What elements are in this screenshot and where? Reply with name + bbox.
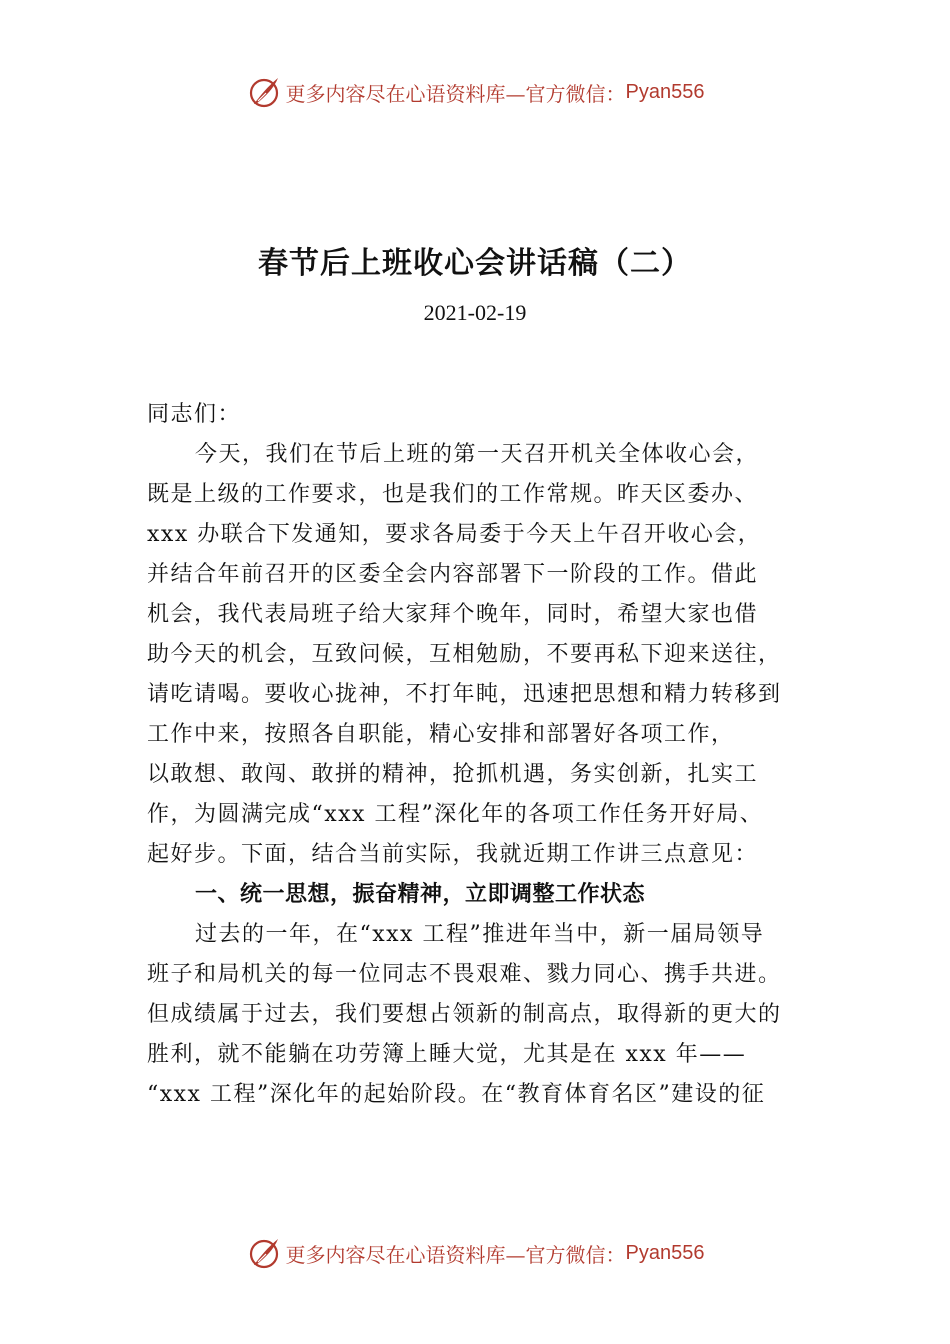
- watermark-wechat-id: Pyan556: [625, 80, 705, 103]
- section-heading: 一、统一思想，振奋精神，立即调整工作状态: [195, 882, 646, 907]
- document-body: [147, 395, 817, 1115]
- body-line: 以敢想、敢闯、敢拼的精神，抢抓机遇，务实创新，扎实工: [147, 762, 759, 787]
- watermark-banner-top: [0, 70, 950, 114]
- body-line: “xxx 工程”深化年的起始阶段。在“教育体育名区”建设的征: [147, 1082, 766, 1107]
- body-line: 工作中来，按照各自职能，精心安排和部署好各项工作，: [147, 722, 735, 747]
- body-line: 既是上级的工作要求，也是我们的工作常规。昨天区委办、: [147, 482, 759, 507]
- body-line: 机会，我代表局班子给大家拜个晚年，同时，希望大家也借: [147, 602, 759, 627]
- body-line: 但成绩属于过去，我们要想占领新的制高点，取得新的更大的: [147, 1002, 782, 1027]
- body-line: 起好步。下面，结合当前实际，我就近期工作讲三点意见：: [147, 842, 759, 867]
- document-date: 2021-02-19: [423, 300, 527, 325]
- document-title: 春节后上班收心会讲话稿（二）: [258, 246, 692, 281]
- body-line: 过去的一年，在“xxx 工程”推进年当中，新一届局领导: [195, 922, 765, 947]
- watermark-text: 更多内容尽在心语资料库—官方微信：: [285, 81, 626, 106]
- body-line: 今天，我们在节后上班的第一天召开机关全体收心会，: [195, 442, 760, 467]
- body-line: 作，为圆满完成“xxx 工程”深化年的各项工作任务开好局、: [147, 802, 764, 827]
- feather-pen-logo-icon: [246, 74, 282, 110]
- body-line: 胜利，就不能躺在功劳簿上睡大觉，尤其是在 xxx 年——: [147, 1042, 747, 1067]
- feather-pen-logo-icon: [246, 1235, 282, 1271]
- body-line: 请吃请喝。要收心拢神，不打年盹，迅速把思想和精力转移到: [147, 682, 782, 707]
- body-line: 班子和局机关的每一位同志不畏艰难、戮力同心、携手共进。: [147, 962, 782, 987]
- watermark-wechat-id: Pyan556: [625, 1241, 705, 1264]
- body-line: xxx 办联合下发通知，要求各局委于今天上午召开收心会，: [147, 522, 762, 547]
- salutation: 同志们：: [147, 402, 242, 427]
- watermark-banner-bottom: [0, 1231, 950, 1275]
- body-line: 助今天的机会，互致问候，互相勉励，不要再私下迎来送往，: [147, 642, 782, 667]
- watermark-text: 更多内容尽在心语资料库—官方微信：: [285, 1242, 626, 1267]
- body-line: 并结合年前召开的区委全会内容部署下一阶段的工作。借此: [147, 562, 759, 587]
